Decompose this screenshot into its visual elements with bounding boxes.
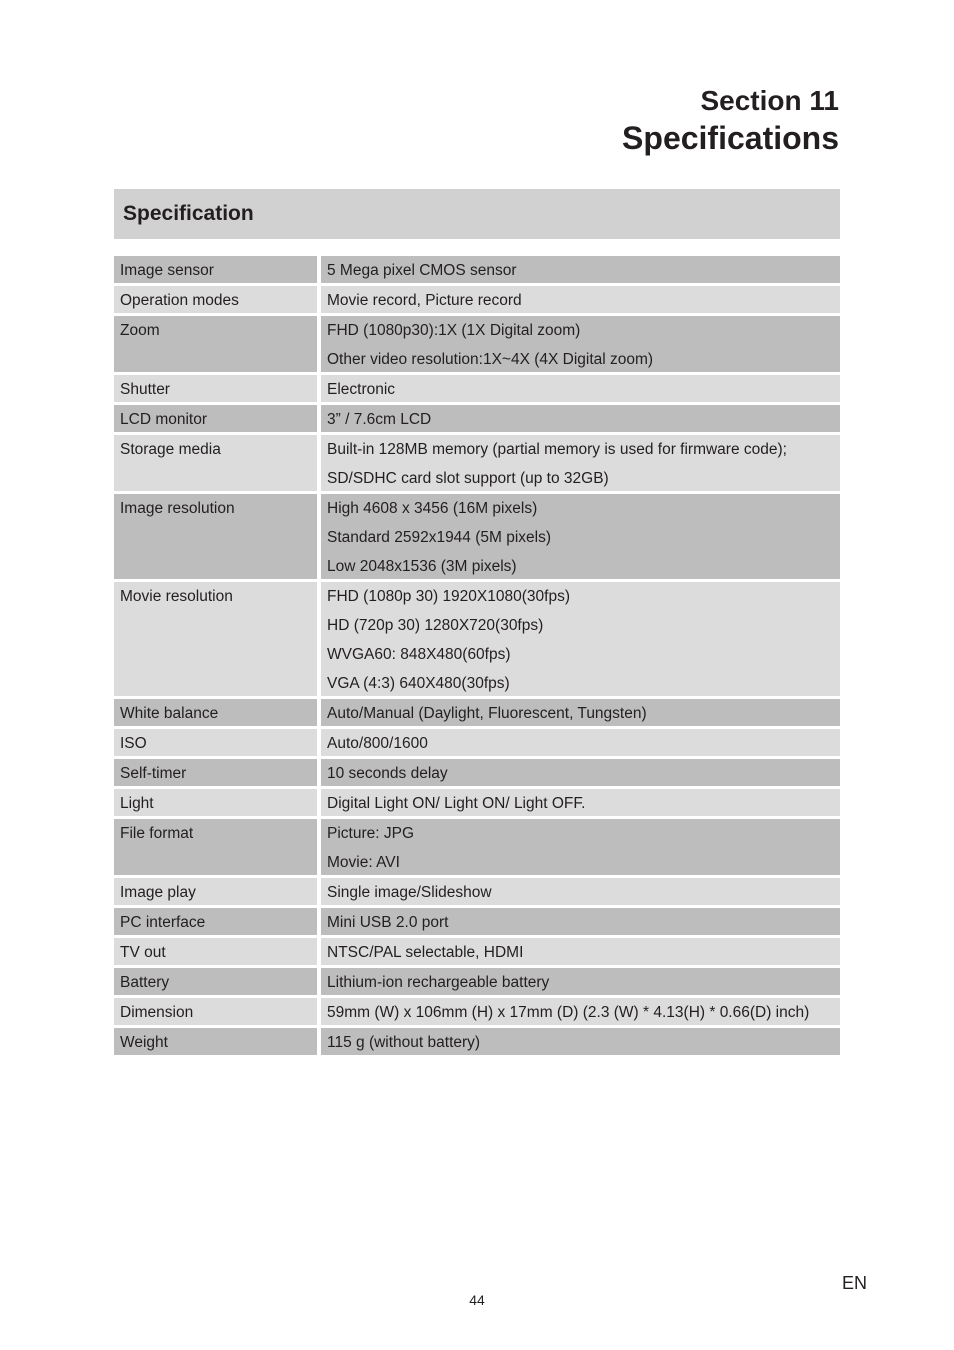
table-row xyxy=(114,256,840,283)
spec-value xyxy=(321,256,840,283)
table-row xyxy=(114,699,840,726)
table-row xyxy=(114,405,840,432)
spec-value-line: Other video resolution:1X~4X (4X Digital zoom) xyxy=(327,351,654,368)
spec-value-line: Mini USB 2.0 port xyxy=(327,914,449,931)
language-label: EN xyxy=(841,1273,867,1293)
spec-key: ISO xyxy=(114,729,317,756)
table-row xyxy=(114,435,840,491)
spec-value-line: Low 2048x1536 (3M pixels) xyxy=(327,558,517,575)
spec-key: LCD monitor xyxy=(114,405,317,432)
spec-value-line: WVGA60: 848X480(60fps) xyxy=(327,646,511,663)
spec-value-line: Auto/800/1600 xyxy=(327,735,428,752)
spec-value-line: 59mm (W) x 106mm (H) x 17mm (D) (2.3 (W) * 4.13(H) * 0.66(D) inch) xyxy=(327,1004,810,1021)
spec-value-line: High 4608 x 3456 (16M pixels) xyxy=(327,500,538,517)
spec-key: Light xyxy=(114,789,317,816)
spec-value-line: HD (720p 30) 1280X720(30fps) xyxy=(327,617,544,634)
table-row xyxy=(114,819,840,875)
table-row xyxy=(114,908,840,935)
spec-key: File format xyxy=(114,819,317,875)
section-number: Section 11 xyxy=(700,85,839,116)
spec-key: Image play xyxy=(114,878,317,905)
spec-value xyxy=(321,759,840,786)
spec-value xyxy=(321,819,840,875)
spec-value xyxy=(321,789,840,816)
table-row xyxy=(114,968,840,995)
spec-value xyxy=(321,938,840,965)
spec-value xyxy=(321,878,840,905)
table-row xyxy=(114,286,840,313)
spec-value-line: FHD (1080p30):1X (1X Digital zoom) xyxy=(327,322,581,339)
spec-value xyxy=(321,375,840,402)
spec-value-line: Movie record, Picture record xyxy=(327,292,522,309)
spec-value-line: 5 Mega pixel CMOS sensor xyxy=(327,262,517,279)
spec-value xyxy=(321,405,840,432)
specification-banner: Specification xyxy=(114,189,840,239)
table-row xyxy=(114,878,840,905)
table-row xyxy=(114,1028,840,1055)
table-row xyxy=(114,582,840,696)
spec-value-line: Built-in 128MB memory (partial memory is used for firmware code); xyxy=(327,441,787,458)
table-row xyxy=(114,789,840,816)
spec-value-line: 10 seconds delay xyxy=(327,765,448,782)
table-row xyxy=(114,729,840,756)
spec-value xyxy=(321,582,840,696)
table-row xyxy=(114,375,840,402)
spec-value-line: SD/SDHC card slot support (up to 32GB) xyxy=(327,470,609,487)
spec-value xyxy=(321,316,840,372)
spec-value xyxy=(321,435,840,491)
spec-value xyxy=(321,968,840,995)
page-heading xyxy=(622,84,839,158)
spec-key: Shutter xyxy=(114,375,317,402)
spec-key: Self-timer xyxy=(114,759,317,786)
spec-key: White balance xyxy=(114,699,317,726)
spec-key: Battery xyxy=(114,968,317,995)
spec-value-line: 115 g (without battery) xyxy=(327,1034,481,1051)
spec-value-line: FHD (1080p 30) 1920X1080(30fps) xyxy=(327,588,570,605)
spec-key: Dimension xyxy=(114,998,317,1025)
table-row xyxy=(114,316,840,372)
table-row xyxy=(114,494,840,579)
spec-value xyxy=(321,494,840,579)
spec-key: Movie resolution xyxy=(114,582,317,696)
spec-value-line: Digital Light ON/ Light ON/ Light OFF. xyxy=(327,795,586,812)
table-row xyxy=(114,759,840,786)
spec-key: Zoom xyxy=(114,316,317,372)
spec-key: TV out xyxy=(114,938,317,965)
spec-value xyxy=(321,729,840,756)
spec-key: Storage media xyxy=(114,435,317,491)
spec-key: Image resolution xyxy=(114,494,317,579)
spec-value-line: Standard 2592x1944 (5M pixels) xyxy=(327,529,552,546)
spec-value xyxy=(321,1028,840,1055)
spec-value xyxy=(321,286,840,313)
spec-key: Image sensor xyxy=(114,256,317,283)
spec-value-line: Electronic xyxy=(327,381,396,398)
spec-value xyxy=(321,699,840,726)
spec-value-line: Auto/Manual (Daylight, Fluorescent, Tungsten) xyxy=(327,705,647,722)
spec-value-line: NTSC/PAL selectable, HDMI xyxy=(327,944,524,961)
spec-key: Operation modes xyxy=(114,286,317,313)
spec-key: PC interface xyxy=(114,908,317,935)
spec-value-line: Single image/Slideshow xyxy=(327,884,492,901)
specification-table xyxy=(114,256,840,1058)
page-number: 44 xyxy=(469,1292,485,1308)
spec-value-line: 3” / 7.6cm LCD xyxy=(327,411,432,428)
spec-key: Weight xyxy=(114,1028,317,1055)
spec-value xyxy=(321,998,840,1025)
spec-value-line: VGA (4:3) 640X480(30fps) xyxy=(327,675,510,692)
spec-value-line: Picture: JPG xyxy=(327,825,414,842)
table-row xyxy=(114,998,840,1025)
spec-value-line: Lithium-ion rechargeable battery xyxy=(327,974,550,991)
spec-value xyxy=(321,908,840,935)
spec-value-line: Movie: AVI xyxy=(327,854,400,871)
page-title: Specifications xyxy=(622,120,839,156)
table-row xyxy=(114,938,840,965)
